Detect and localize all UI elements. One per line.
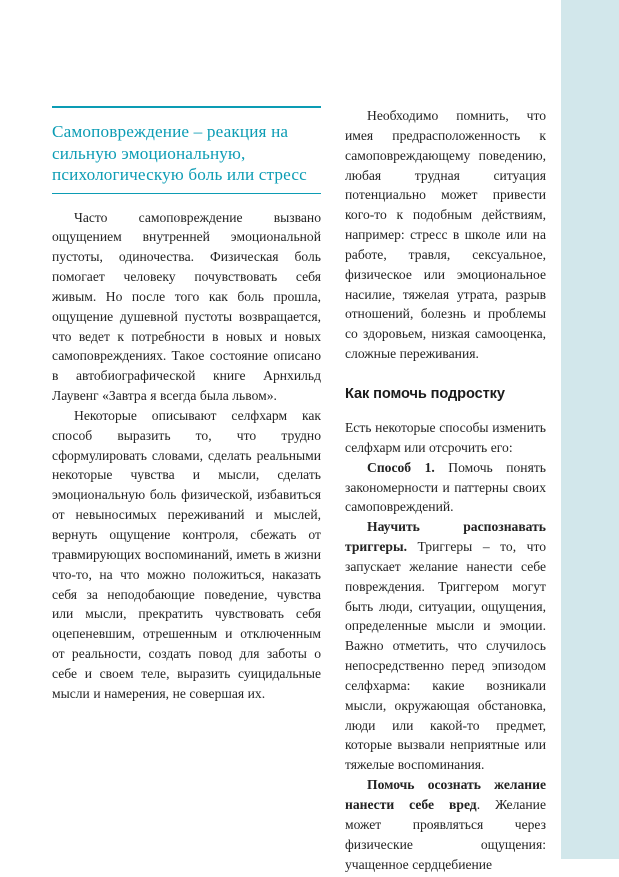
left-paragraph-2: Некоторые описывают селфхарм как способ выразить то, что трудно сформулировать словами, сделать реальными некоторые чувства и мысли, сделать эмоциональную боль физической, избавиться от невыносимых переживаний и мыслей, вернуть ощущение контроля, сбежать от травмирующих воспоминаний, иметь в жизни что-то, на что можно положиться, наказать себя за неподобающие поведение, чувства или мысли, прекратить чувствовать себя оцепеневшим, отрешенным и отключенным от реальности, создать повод для заботы о себе и своем теле, выразить суицидальные мысли и намерения, не совершая их. (52, 407, 321, 701)
right-intro-paragraph: Необходимо помнить, что имея предрасположенность к самоповреждающему поведению, любая трудная ситуация потенциально может привести кого-то к подобным действиям, например: стресс в школе или на работе, травля, сексуальное, физическое или эмоциональное насилие, тяжелая утрата, разрыв отношений, болезнь и проблемы со здоровьем, низкая самооценка, сложные переживания. (345, 108, 546, 362)
section-heading-how-to-help: Как помочь подростку (345, 385, 505, 402)
right-item-1-lead: Способ 1. (367, 459, 435, 475)
right-item-1 (345, 458, 546, 518)
right-item-2-text: Триггеры – то, что запускает желание нанести себе повреждения. Триггером могут быть люди, ситуации, ощущения, определенные мысли и эмоции. Важно отметить, что случилось непосредственно перед эпизодом селфхарма: какие возникали мысли, окружающая обстановка, люди или какой-то предмет, которые вызвали неприятные или тяжелые воспоминания. (345, 539, 546, 773)
right-item-3-lead: Помочь осознать желание нанести себе вред (345, 777, 546, 812)
decorative-side-strip (561, 0, 619, 859)
article-title: Самоповреждение – реакция на сильную эмоциональную, психологическую боль или стресс (52, 122, 307, 184)
title-rule-top (52, 106, 321, 108)
left-paragraph-1: Часто самоповреждение вызвано ощущением внутренней эмоциональной пустоты, одиночества. Физическая боль помогает человеку почувствовать себя живым. Но после того как боль прошла, ощущение душевной пустоты возвращается, что ведет к потребности в новых и новых самоповреждениях. Такое состояние описано в автобиографической книге Арнхильд Лаувенг «Завтра я всегда была львом». (52, 209, 321, 404)
right-item-2 (345, 517, 546, 775)
left-column (52, 106, 321, 704)
right-item-2-lead: Научить распознавать триггеры. (345, 519, 546, 555)
right-item-1-text: Помочь понять закономерности и паттерны своих самоповреждений. (345, 459, 546, 515)
right-after-heading-paragraph: Есть некоторые способы изменить селфхарм или отсрочить его: (345, 419, 546, 455)
right-item-3-text: . Желание может проявляться через физические ощущения: учащенное сердцебиение (345, 797, 546, 872)
title-rule-bottom (52, 193, 321, 194)
right-item-3 (345, 775, 546, 874)
right-column (345, 106, 546, 874)
